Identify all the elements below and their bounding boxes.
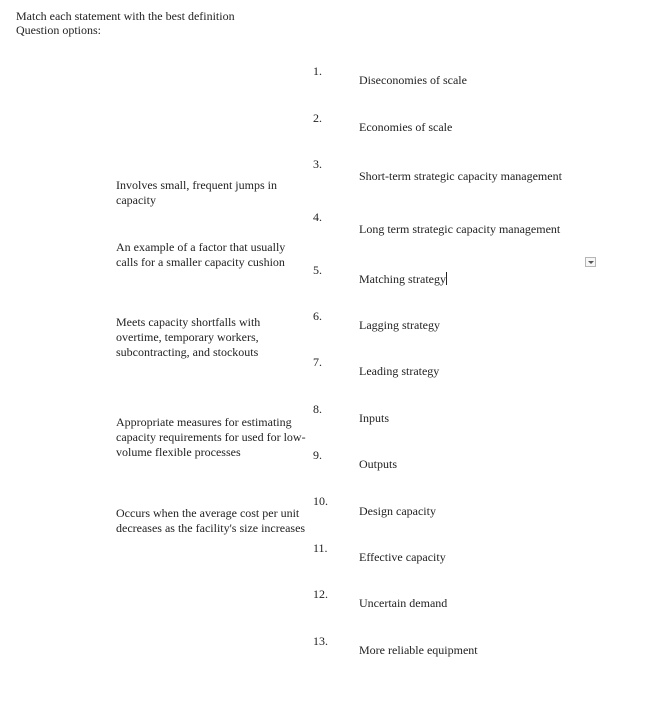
option-number-5: 5. xyxy=(313,263,322,277)
option-number-13: 13. xyxy=(313,634,328,648)
option-number-7: 7. xyxy=(313,355,322,369)
option-label-5[interactable] xyxy=(359,272,447,287)
statement-2: An example of a factor that usually calls for a smaller capacity cushion xyxy=(116,240,286,269)
option-label-9: Outputs xyxy=(359,457,398,471)
option-number-2: 2. xyxy=(313,111,322,125)
statement-4: Appropriate measures for estimating capacity requirements for used for low-volume flexible processes xyxy=(116,415,306,459)
option-number-4: 4. xyxy=(313,210,322,224)
option-number-10: 10. xyxy=(313,494,328,508)
option-label-11: Effective capacity xyxy=(359,550,446,564)
option-number-8: 8. xyxy=(313,402,322,416)
option-number-12: 12. xyxy=(313,587,328,601)
text-cursor xyxy=(446,272,447,285)
option-label-1: Diseconomies of scale xyxy=(359,73,467,87)
option-number-6: 6. xyxy=(313,309,322,323)
option-label-10: Design capacity xyxy=(359,504,436,518)
option-label-4: Long term strategic capacity management xyxy=(359,222,561,236)
statement-3: Meets capacity shortfalls with overtime, temporary workers, subcontracting, and stockouts xyxy=(116,315,261,359)
option-label-7: Leading strategy xyxy=(359,364,440,378)
option-number-11: 11. xyxy=(313,541,328,555)
option-label-13: More reliable equipment xyxy=(359,643,478,657)
option-label-2: Economies of scale xyxy=(359,120,453,134)
option-number-1: 1. xyxy=(313,64,322,78)
question-title: Match each statement with the best definition xyxy=(16,9,235,23)
dropdown-arrow-icon[interactable] xyxy=(585,257,596,267)
option-label-3: Short-term strategic capacity management xyxy=(359,169,562,183)
statement-1: Involves small, frequent jumps in capacity xyxy=(116,178,277,207)
option-label-6: Lagging strategy xyxy=(359,318,440,332)
option-label-8: Inputs xyxy=(359,411,389,425)
option-label-5-text: Matching strategy xyxy=(359,272,446,286)
question-options-label: Question options: xyxy=(16,23,102,37)
option-number-9: 9. xyxy=(313,448,322,462)
option-number-3: 3. xyxy=(313,157,322,171)
statement-5: Occurs when the average cost per unit decreases as the facility's size increases xyxy=(116,506,306,535)
option-label-12: Uncertain demand xyxy=(359,596,448,610)
